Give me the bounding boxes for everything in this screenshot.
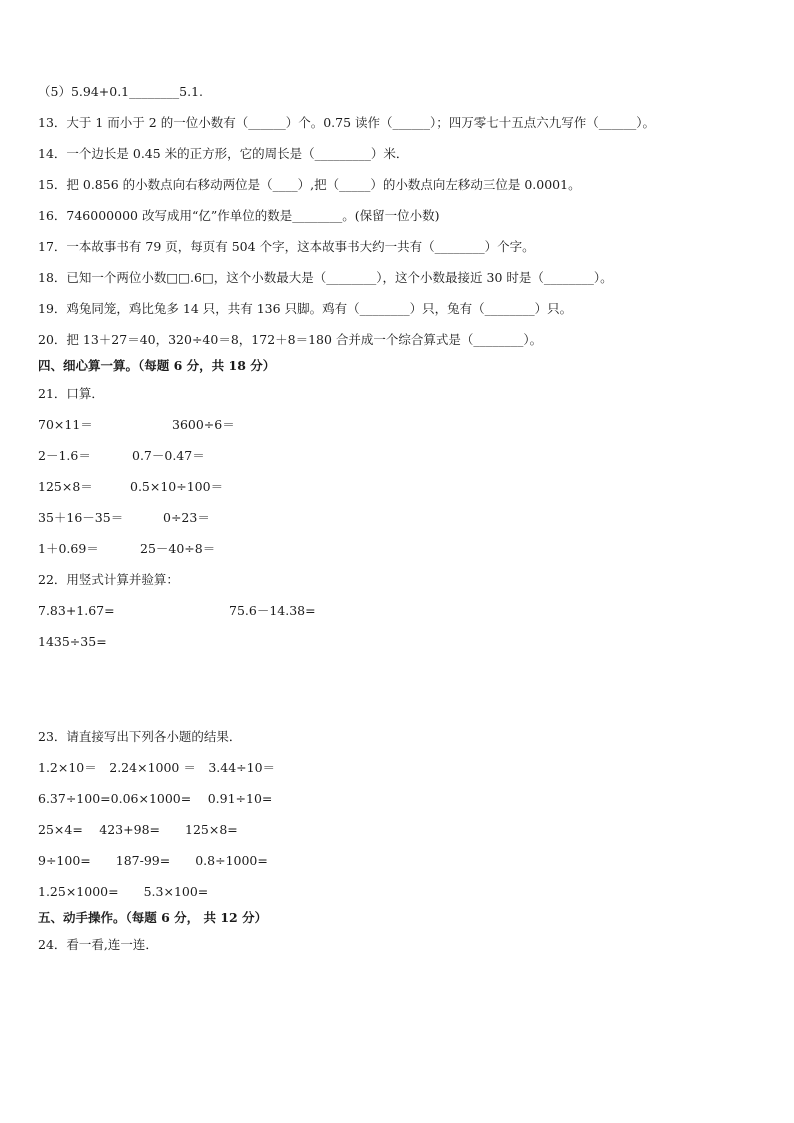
question-17: 17．一本故事书有 79 页，每页有 504 个字，这本故事书大约一共有（________）个字。 (38, 239, 535, 254)
question-15: 15．把 0.856 的小数点向右移动两位是（____）,把（_____）的小数点向左移动三位是 0.0001。 (38, 177, 581, 192)
question-24: 24．看一看,连一连． (38, 937, 158, 952)
direct-result-row: 25×4= 423+98= 125×8= (38, 822, 238, 837)
mental-math-item: 0.5×10÷100＝ (130, 479, 224, 494)
question-14: 14．一个边长是 0.45 米的正方形，它的周长是（_________）米． (38, 146, 409, 161)
question-20: 20．把 13＋27＝40，320÷40＝8，172＋8＝180 合并成一个综合算式是（________）。 (38, 332, 543, 347)
mental-math-item: 25－40÷8＝ (140, 541, 216, 556)
mental-math-item: 1＋0.69＝ (38, 541, 99, 556)
question-22-label: 22．用竖式计算并验算： (38, 572, 179, 587)
vertical-calc-item: 7.83+1.67= (38, 603, 115, 618)
section-5-title: 五、动手操作。（每题 6 分， 共 12 分） (38, 910, 268, 925)
question-21-label: 21．口算． (38, 386, 104, 401)
direct-result-row: 1.2×10＝ 2.24×1000 ＝ 3.44÷10＝ (38, 760, 276, 775)
mental-math-item: 35＋16－35＝ (38, 510, 124, 525)
question-23-label: 23．请直接写出下列各小题的结果． (38, 729, 242, 744)
question-13: 13．大于 1 而小于 2 的一位小数有（______）个。0.75 读作（______）；四万零七十五点六九写作（______）。 (38, 115, 656, 130)
mental-math-item: 0.7－0.47＝ (132, 448, 205, 463)
mental-math-item: 3600÷6＝ (172, 417, 235, 432)
direct-result-row: 9÷100= 187-99= 0.8÷1000= (38, 853, 268, 868)
mental-math-item: 0÷23＝ (163, 510, 210, 525)
direct-result-row: 6.37÷100=0.06×1000= 0.91÷10= (38, 791, 273, 806)
vertical-calc-item: 75.6－14.38= (229, 603, 316, 618)
mental-math-item: 125×8＝ (38, 479, 93, 494)
question-18: 18．已知一个两位小数□□.6□，这个小数最大是（________），这个小数最接近 30 时是（________）。 (38, 270, 613, 285)
mental-math-item: 70×11＝ (38, 417, 93, 432)
question-19: 19．鸡兔同笼，鸡比兔多 14 只，共有 136 只脚。鸡有（________）只，兔有（________）只。 (38, 301, 573, 316)
question-12-5: （5）5.94+0.1________5.1. (38, 84, 203, 99)
direct-result-row: 1.25×1000= 5.3×100= (38, 884, 209, 899)
mental-math-item: 2－1.6＝ (38, 448, 91, 463)
section-4-title: 四、细心算一算。（每题 6 分，共 18 分） (38, 358, 276, 373)
question-16: 16．746000000 改写成用“亿”作单位的数是________。(保留一位小数) (38, 208, 440, 223)
vertical-calc-item: 1435÷35= (38, 634, 107, 649)
